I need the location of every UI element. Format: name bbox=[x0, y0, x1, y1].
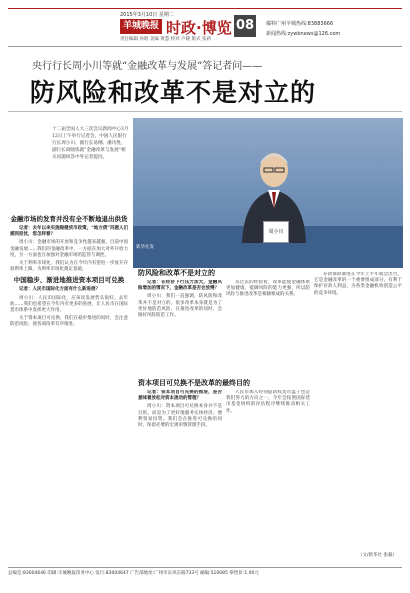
article-author: （文/新华社 张毅） bbox=[358, 553, 397, 558]
page-header bbox=[8, 10, 402, 44]
column-5 bbox=[138, 390, 222, 570]
hotline-text: 爆料广州羊城热线:83883666 bbox=[266, 21, 334, 27]
header-divider bbox=[8, 46, 402, 47]
editor-info: 责任编辑 孙昭 美编 黄慧 校对 卢晓 版式 张莉 bbox=[120, 37, 212, 42]
newspaper-logo: 羊城晚报 bbox=[120, 19, 162, 34]
photo-caption: 新华社发 bbox=[136, 245, 154, 250]
paragraph-7: 存款保险制度在今年上半年就会出台，它是金融改革的一个重要组成部分，有利于保护存款人利益，为各类金融机构创造公平的竞争环境。 bbox=[314, 272, 402, 296]
speaker-nameplate: 周小川 bbox=[263, 221, 289, 243]
paragraph-9: 人民币加入特别提款权货币篮子也是我们努力的方向之一，今年会按照国际货币基金组织的评估程序继续推动相关工作。 bbox=[226, 390, 310, 414]
page-footer: 总编室:83004646 印刷:羊城晚报印务中心 发行:83004647 广告部地址:广州市东风东路733号 邮编:510085 零售价:1.00元 bbox=[8, 571, 259, 576]
paragraph-4: 关于资本项目可兑换，我们在稳步推进的同时，会注意防范风险，使各项改革有序推进。 bbox=[10, 316, 128, 328]
section-heading-2: 资本项目可兑换不是改革的最终目的 bbox=[138, 379, 250, 387]
email-text: 新闻热线:zywbnews@126.com bbox=[266, 31, 341, 37]
page-number: 08 bbox=[234, 15, 256, 37]
subheading-1: 金融市场的发育并没有全不断地退出供货 bbox=[10, 215, 128, 223]
column-6 bbox=[226, 390, 310, 570]
question-3: 记者：在经济下行压力加大，金融风险增加的情况下，金融改革是否会放慢？ bbox=[138, 280, 222, 292]
paragraph-6: 从过去的经验看，改革能使金融体系更加健康，抵御风险的能力更强，所以防风险与推进改革是相辅相成的关系。 bbox=[226, 280, 310, 298]
issue-date: 2015年3月10日 星期二 bbox=[120, 12, 174, 18]
paragraph-1: 周小川：金融市场的开放和竞争性越来越强，目前中国金融发展……我们的金融改革中，一方面在加大对外开放力度，另一方面也在加强对金融市场的监管与调控。 bbox=[10, 240, 128, 258]
column-1 bbox=[10, 212, 128, 552]
question-4: 记者：资本项目可兑换的推进，是否意味着放松对资本流动的管理？ bbox=[138, 390, 222, 402]
title-divider bbox=[8, 111, 402, 112]
news-photo bbox=[133, 118, 403, 268]
column-4 bbox=[314, 272, 402, 562]
paragraph-2: 关于利率市场化，我们认为在今年内有望进一步放开存款利率上限，为利率市场化奠定基础。 bbox=[10, 261, 128, 273]
paragraph-5: 周小川：我们一直强调，防风险和改革并不是对立的。很多改革本身就是为了更好地防范风险，在推进改革的同时，会做好风险防范工作。 bbox=[138, 294, 222, 319]
article-title: 防风险和改革不是对立的 bbox=[30, 78, 317, 107]
paragraph-3: 周小川：人民币国际化，应该说发展势头很好。去年底……我们也希望在今年内有更多的进展，让人民币在国际货币体系中发挥更大作用。 bbox=[10, 295, 128, 314]
section-title: 时政·博览 bbox=[166, 19, 232, 37]
footer-divider bbox=[8, 567, 402, 568]
paragraph-8: 周小川：资本项目可兑换本身并不是目的，而是为了更好地服务实体经济、便利贸易投资。我们会在推进可兑换的同时，保留必要的宏观审慎管理手段。 bbox=[138, 404, 222, 429]
article-kicker: 央行行长周小川等就“金融改革与发展”答记者问—— bbox=[32, 61, 263, 72]
column-2 bbox=[138, 280, 222, 385]
subheading-2: 中国稳步、渐进地推进资本项目可兑换 bbox=[13, 276, 125, 285]
question-2: 记者：人民币国际化方面有什么新进展？ bbox=[19, 287, 100, 293]
column-3 bbox=[226, 280, 310, 385]
section-heading-1: 防风险和改革不是对立的 bbox=[138, 269, 215, 277]
article-lead: 十二届全国人大三次会议新闻中心3月12日上午举行记者会，中国人民银行行长周小川、副行长易纲、潘功胜、副行长胡晓炼就“金融改革与发展”相关问题回答中外记者提问。 bbox=[52, 127, 129, 160]
question-1: 记者：去年以来实施稳健货币政策，“地方债”问题人们感到担忧，您怎样看？ bbox=[10, 226, 128, 238]
header-rule bbox=[8, 8, 402, 9]
